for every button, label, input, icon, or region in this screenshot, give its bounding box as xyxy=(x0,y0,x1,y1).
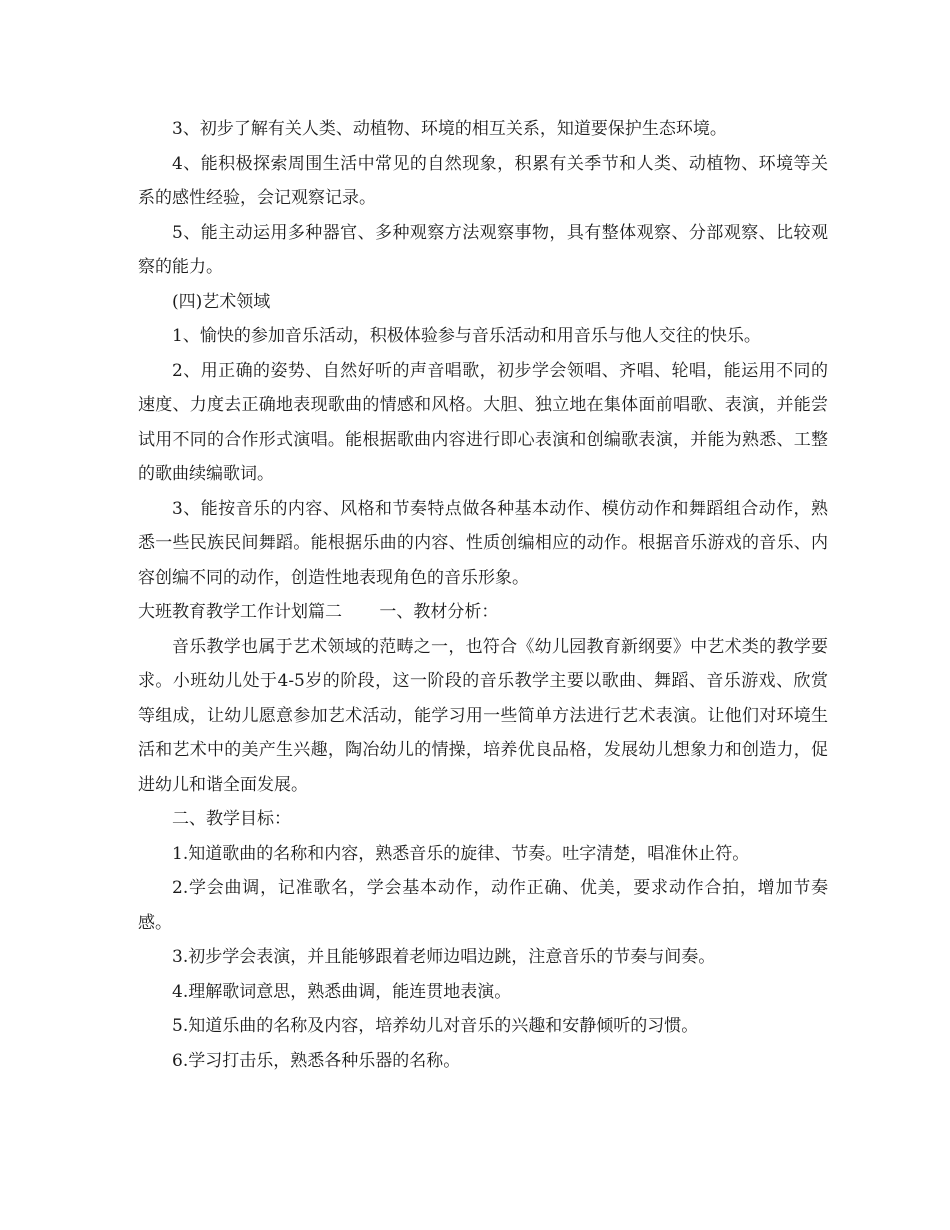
paragraph: 5、能主动运用多种器官、多种观察方法观察事物，具有整体观察、分部观察、比较观察的能力。 xyxy=(138,222,828,277)
paragraph: 3、能按音乐的内容、风格和节奏特点做各种基本动作、模仿动作和舞蹈组合动作，熟悉一些民族民间舞蹈。能根据乐曲的内容、性质创编相应的动作。根据音乐游戏的音乐、内容创编不同的动作，创造性地表现角色的音乐形象。 xyxy=(138,498,828,588)
paragraph: 2、用正确的姿势、自然好听的声音唱歌，初步学会领唱、齐唱、轮唱，能运用不同的速度、力度去正确地表现歌曲的情感和风格。大胆、独立地在集体面前唱歌、表演，并能尝试用不同的合作形式演唱。能根据歌曲内容进行即心表演和创编歌表演，并能为熟悉、工整的歌曲续编歌词。 xyxy=(138,360,828,484)
plan-subtitle: 一、教材分析： xyxy=(379,602,499,622)
paragraph: 3、初步了解有关人类、动植物、环境的相互关系，知道要保护生态环境。 xyxy=(172,119,727,139)
list-item: 1.知道歌曲的名称和内容，熟悉音乐的旋律、节奏。吐字清楚，唱准休止符。 xyxy=(172,843,750,864)
paragraph: 4、能积极探索周围生活中常见的自然现象，积累有关季节和人类、动植物、环境等关系的感性经验，会记观察记录。 xyxy=(138,153,828,208)
list-item: 5.知道乐曲的名称及内容，培养幼儿对音乐的兴趣和安静倾听的习惯。 xyxy=(172,1016,699,1036)
list-item: 2.学会曲调，记准歌名，学会基本动作，动作正确、优美，要求动作合拍，增加节奏感。 xyxy=(138,878,828,933)
section-heading-arts: (四)艺术领域 xyxy=(172,291,271,312)
plan-heading xyxy=(138,595,828,630)
section-heading-goals: 二、教学目标： xyxy=(172,809,291,829)
list-item: 6.学习打击乐，熟悉各种乐器的名称。 xyxy=(172,1050,461,1071)
list-item: 4.理解歌词意思，熟悉曲调，能连贯地表演。 xyxy=(172,981,512,1002)
plan-title: 大班教育教学工作计划篇二 xyxy=(138,602,342,622)
paragraph: 1、愉快的参加音乐活动，积极体验参与音乐活动和用音乐与他人交往的快乐。 xyxy=(172,326,761,346)
list-item: 3.初步学会表演，并且能够跟着老师边唱边跳，注意音乐的节奏与间奏。 xyxy=(172,947,716,967)
paragraph: 音乐教学也属于艺术领域的范畴之一，也符合《幼儿园教育新纲要》中艺术类的教学要求。小班幼儿处于4-5岁的阶段，这一阶段的音乐教学主要以歌曲、舞蹈、音乐游戏、欣赏等组成，让幼儿愿意参加艺术活动，能学习用一些简单方法进行艺术表演。让他们对环境生活和艺术中的美产生兴趣，陶冶幼儿的情操，培养优良品格，发展幼儿想象力和创造力，促进幼儿和谐全面发展。 xyxy=(138,636,828,795)
